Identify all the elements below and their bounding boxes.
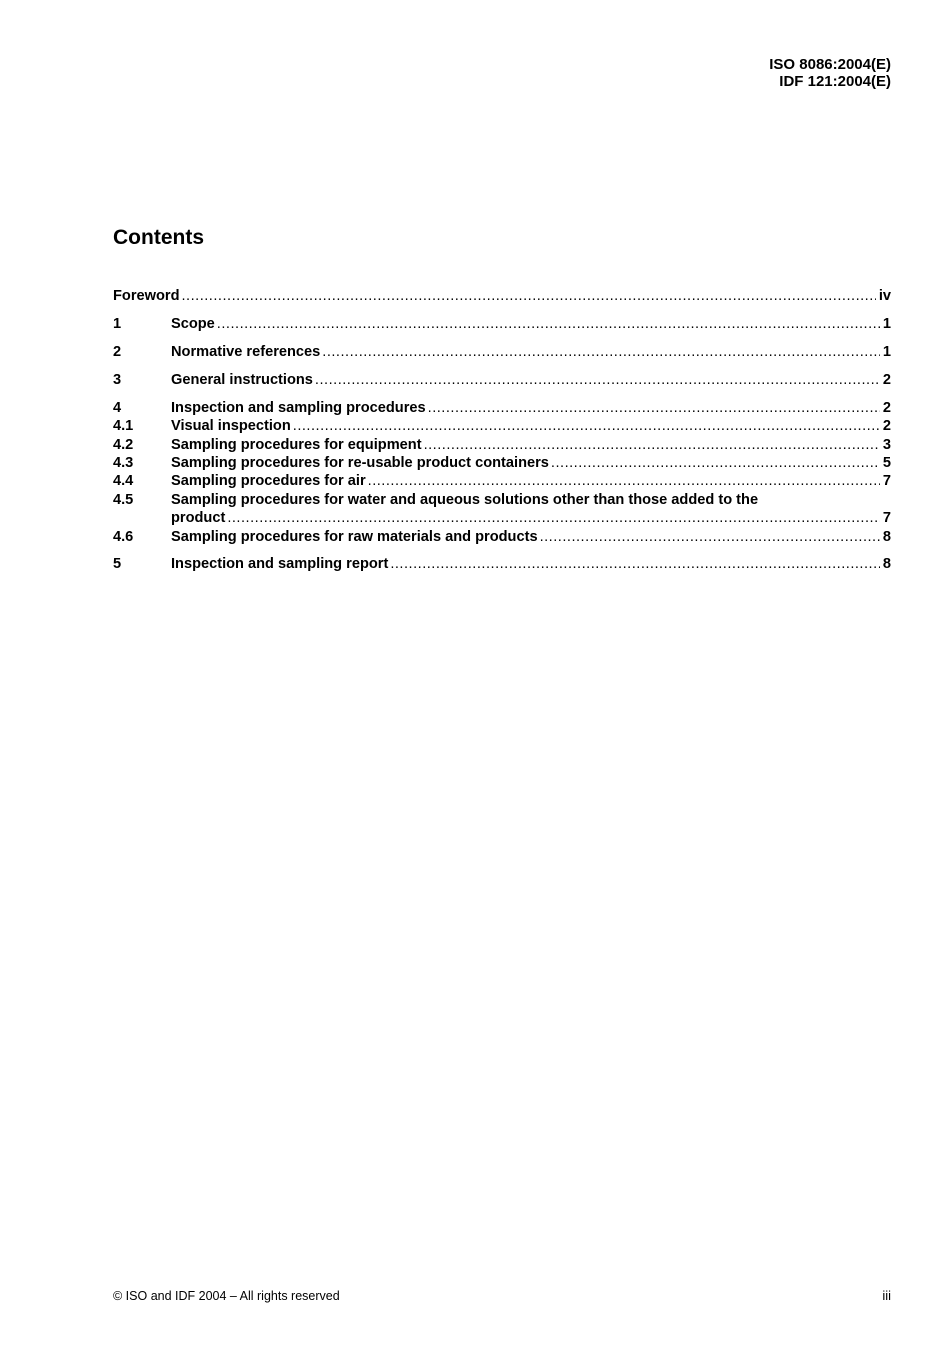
toc-leader-dots (217, 315, 880, 333)
toc-entry-number: 4.6 (113, 529, 134, 545)
toc-entry-4[interactable] (113, 399, 891, 417)
toc-entry-label: Sampling procedures for re-usable product containers (171, 455, 549, 471)
toc-entry-label: Inspection and sampling procedures (171, 400, 426, 416)
toc-entry-3[interactable] (113, 371, 891, 389)
toc-entry-label: Sampling procedures for raw materials and products (171, 529, 538, 545)
toc-entry-page: 7 (882, 510, 891, 526)
toc-leader-dots (293, 417, 880, 435)
toc-entry-page: 5 (882, 455, 891, 471)
toc-entry-page: iv (878, 288, 891, 304)
toc-entry-number: 1 (113, 316, 122, 332)
toc-leader-dots (368, 472, 880, 490)
toc-entry-label: Sampling procedures for air (171, 473, 366, 489)
toc-entry-label-line1: Sampling procedures for water and aqueous solutions other than those added to the (171, 492, 759, 508)
toc-entry-number: 4 (113, 400, 122, 416)
toc-entry-number: 4.5 (113, 492, 134, 508)
page-title: Contents (113, 226, 204, 249)
toc-entry-label: Scope (171, 316, 215, 332)
toc-entry-4-5[interactable] (113, 491, 891, 509)
toc-entry-foreword[interactable] (113, 287, 891, 305)
toc-entry-page: 3 (882, 437, 891, 453)
toc-entry-page: 8 (882, 556, 891, 572)
toc-entry-4-6[interactable] (113, 528, 891, 546)
toc-entry-number: 2 (113, 344, 122, 360)
toc-leader-dots (424, 436, 880, 454)
toc-leader-dots (181, 287, 875, 305)
toc-entry-page: 2 (882, 400, 891, 416)
document-identifiers (769, 56, 891, 90)
toc-entry-label-line2: product (171, 510, 226, 526)
toc-entry-number: 4.3 (113, 455, 134, 471)
toc-entry-page: 7 (882, 473, 891, 489)
toc-entry-4-2[interactable] (113, 436, 891, 454)
toc-entry-4-5-continued[interactable] (113, 509, 891, 527)
toc-leader-dots (227, 509, 880, 527)
toc-leader-dots (428, 399, 880, 417)
toc-entry-4-4[interactable] (113, 472, 891, 490)
toc-entry-label: General instructions (171, 372, 313, 388)
toc-entry-4-1[interactable] (113, 417, 891, 435)
toc-entry-page: 2 (882, 418, 891, 434)
toc-leader-dots (390, 555, 880, 573)
toc-entry-page: 1 (882, 316, 891, 332)
toc-entry-number: 4.4 (113, 473, 134, 489)
toc-entry-number: 4.2 (113, 437, 134, 453)
toc-entry-label: Normative references (171, 344, 321, 360)
toc-entry-label: Visual inspection (171, 418, 291, 434)
toc-leader-dots (322, 343, 880, 361)
toc-entry-page: 2 (882, 372, 891, 388)
idf-identifier: IDF 121:2004(E) (779, 73, 891, 90)
toc-entry-1[interactable] (113, 315, 891, 333)
toc-entry-label: Sampling procedures for equipment (171, 437, 422, 453)
iso-identifier: ISO 8086:2004(E) (769, 56, 891, 73)
toc-leader-dots (540, 528, 880, 546)
footer-copyright: © ISO and IDF 2004 – All rights reserved (113, 1289, 340, 1303)
footer-page-number: iii (882, 1288, 891, 1303)
toc-entry-label: Inspection and sampling report (171, 556, 389, 572)
toc-entry-page: 8 (882, 529, 891, 545)
toc-entry-2[interactable] (113, 343, 891, 361)
toc-entry-5[interactable] (113, 555, 891, 573)
toc-entry-page: 1 (882, 344, 891, 360)
toc-entry-number: 3 (113, 372, 122, 388)
toc-entry-number: 5 (113, 556, 122, 572)
toc-leader-dots (315, 371, 880, 389)
toc-entry-4-3[interactable] (113, 454, 891, 472)
toc-entry-number: 4.1 (113, 418, 134, 434)
toc-leader-dots (551, 454, 880, 472)
toc-entry-label: Foreword (113, 288, 180, 304)
